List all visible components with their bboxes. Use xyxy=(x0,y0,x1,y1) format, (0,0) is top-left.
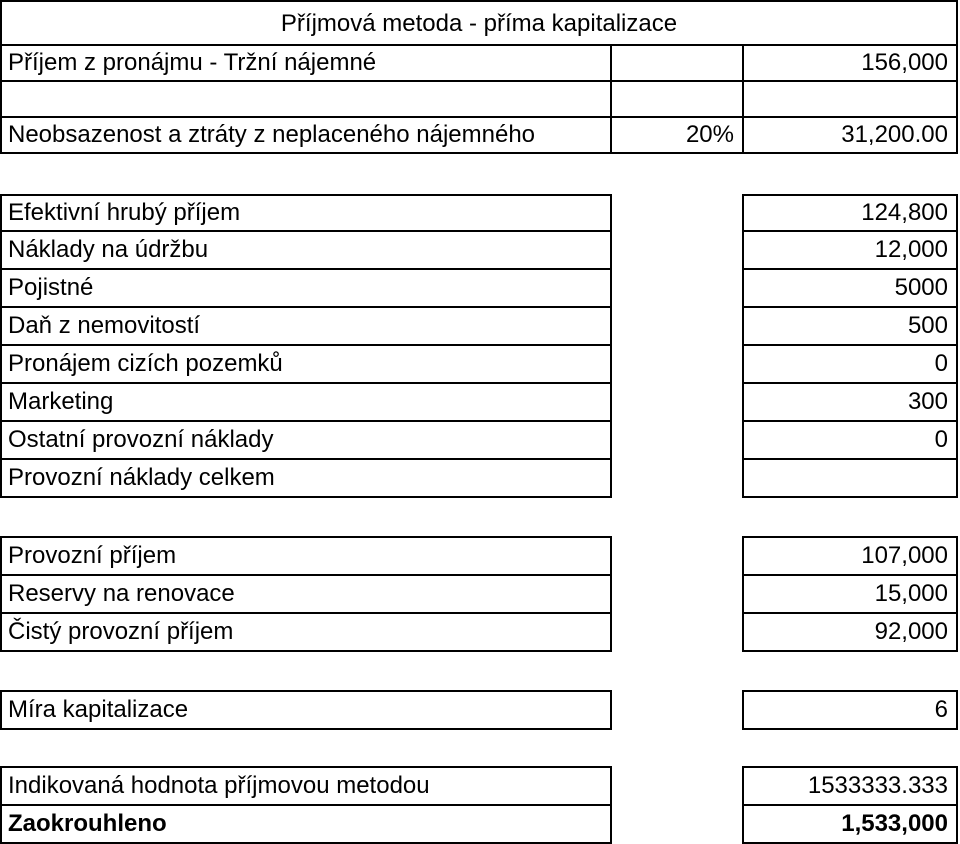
market-rent-value: 156,000 xyxy=(742,44,958,82)
vacancy-value: 31,200.00 xyxy=(742,116,958,154)
market-rent-label: Příjem z pronájmu - Tržní nájemné xyxy=(0,44,612,82)
expense-row-value: 0 xyxy=(742,420,958,460)
operating-row-label: Reservy na renovace xyxy=(0,574,612,614)
expense-row-value: 124,800 xyxy=(742,194,958,232)
expense-row-label: Efektivní hrubý příjem xyxy=(0,194,612,232)
vacancy-rate: 20% xyxy=(610,116,744,154)
expense-row-label: Provozní náklady celkem xyxy=(0,458,612,498)
rounded-value-label: Zaokrouhleno xyxy=(0,804,612,844)
expense-row-value: 12,000 xyxy=(742,230,958,270)
indicated-value-label: Indikovaná hodnota příjmovou metodou xyxy=(0,766,612,806)
expense-row-value xyxy=(742,458,958,498)
spacer-cell xyxy=(0,80,612,118)
operating-row-label: Provozní příjem xyxy=(0,536,612,576)
indicated-value: 1533333.333 xyxy=(742,766,958,806)
spacer-cell xyxy=(610,80,744,118)
expense-row-label: Náklady na údržbu xyxy=(0,230,612,270)
expense-row-label: Pronájem cizích pozemků xyxy=(0,344,612,384)
market-rent-empty-cell xyxy=(610,44,744,82)
expense-row-value: 5000 xyxy=(742,268,958,308)
expense-row-label: Daň z nemovitostí xyxy=(0,306,612,346)
operating-row-value: 15,000 xyxy=(742,574,958,614)
expense-row-value: 500 xyxy=(742,306,958,346)
expense-row-label: Pojistné xyxy=(0,268,612,308)
expense-row-label: Marketing xyxy=(0,382,612,422)
cap-rate-label: Míra kapitalizace xyxy=(0,690,612,730)
expense-row-value: 300 xyxy=(742,382,958,422)
expense-row-value: 0 xyxy=(742,344,958,384)
sheet-title: Příjmová metoda - příma kapitalizace xyxy=(0,0,958,46)
operating-row-value: 92,000 xyxy=(742,612,958,652)
operating-row-value: 107,000 xyxy=(742,536,958,576)
vacancy-label: Neobsazenost a ztráty z neplaceného nájemného xyxy=(0,116,612,154)
cap-rate-value: 6 xyxy=(742,690,958,730)
spacer-cell xyxy=(742,80,958,118)
expense-row-label: Ostatní provozní náklady xyxy=(0,420,612,460)
rounded-value: 1,533,000 xyxy=(742,804,958,844)
operating-row-label: Čistý provozní příjem xyxy=(0,612,612,652)
